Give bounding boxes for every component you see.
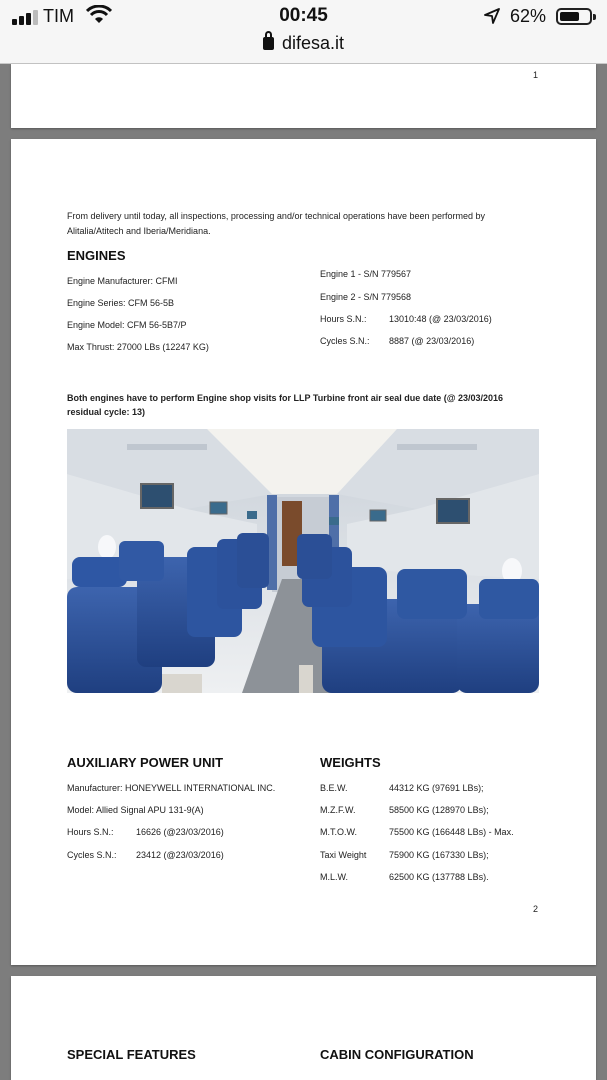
browser-top-bar	[0, 0, 607, 64]
battery-icon	[556, 8, 592, 25]
cabin-configuration-heading: CABIN CONFIGURATION	[320, 1047, 474, 1062]
engine-shop-notice: residual cycle: 13)	[67, 407, 146, 417]
document-page-2	[11, 139, 596, 965]
aircraft-cabin-photo	[67, 429, 539, 693]
engine-shop-notice: Both engines have to perform Engine shop visits for LLP Turbine front air seal due date (@ 23/03/2016	[67, 393, 504, 403]
weight-value: 75900 KG (167330 LBs);	[389, 850, 489, 860]
weight-value: 58500 KG (128970 LBs);	[389, 805, 489, 815]
url-domain: difesa.it	[281, 33, 345, 53]
carrier-name: TIM	[43, 6, 74, 26]
weight-label: M.T.O.W.	[320, 827, 357, 837]
engine-max-thrust: Max Thrust: 27000 LBs (12247 KG)	[67, 342, 209, 352]
intro-text: Alitalia/Atitech and Iberia/Meridiana.	[67, 226, 211, 236]
weights-heading: WEIGHTS	[320, 755, 381, 770]
page-number: 1	[532, 70, 538, 80]
apu-manufacturer: Manufacturer: HONEYWELL INTERNATIONAL INC.	[67, 783, 276, 793]
engine-hours-value: 13010:48 (@ 23/03/2016)	[389, 314, 492, 324]
apu-heading: AUXILIARY POWER UNIT	[67, 755, 224, 770]
engine-model: Engine Model: CFM 56-5B7/P	[67, 320, 187, 330]
location-arrow-icon	[484, 8, 500, 24]
engine-hours-label: Hours S.N.:	[320, 314, 367, 324]
weight-label: M.Z.F.W.	[320, 805, 356, 815]
special-features-heading: SPECIAL FEATURES	[67, 1047, 196, 1062]
engine-manufacturer: Engine Manufacturer: CFMI	[67, 276, 178, 286]
document-page-1	[11, 64, 596, 128]
engine-series: Engine Series: CFM 56-5B	[67, 298, 175, 308]
status-bar	[0, 0, 607, 34]
apu-model: Model: Allied Signal APU 131-9(A)	[67, 805, 204, 815]
weight-value: 44312 KG (97691 LBs);	[389, 783, 484, 793]
lock-icon	[263, 37, 274, 50]
page-number: 2	[532, 904, 538, 914]
url-bar[interactable]	[0, 33, 607, 54]
engine-2-serial: Engine 2 - S/N 779568	[320, 292, 412, 302]
apu-hours-value: 16626 (@23/03/2016)	[136, 827, 224, 837]
document-page-3	[11, 976, 596, 1080]
apu-cycles-label: Cycles S.N.:	[67, 850, 117, 860]
engine-cycles-label: Cycles S.N.:	[320, 336, 370, 346]
weight-value: 75500 KG (166448 LBs) - Max.	[389, 827, 514, 837]
intro-text: From delivery until today, all inspections, processing and/or technical operations have been performed by	[67, 211, 486, 221]
weight-label: M.L.W.	[320, 872, 349, 882]
apu-cycles-value: 23412 (@23/03/2016)	[136, 850, 224, 860]
weight-label: B.E.W.	[320, 783, 348, 793]
battery-percent: 62%	[510, 6, 547, 26]
engine-cycles-value: 8887 (@ 23/03/2016)	[389, 336, 475, 346]
engines-heading: ENGINES	[67, 248, 126, 263]
apu-hours-label: Hours S.N.:	[67, 827, 114, 837]
weight-value: 62500 KG (137788 LBs).	[389, 872, 489, 882]
weight-label: Taxi Weight	[320, 850, 367, 860]
engine-1-serial: Engine 1 - S/N 779567	[320, 269, 412, 279]
clock: 00:45	[279, 5, 328, 26]
